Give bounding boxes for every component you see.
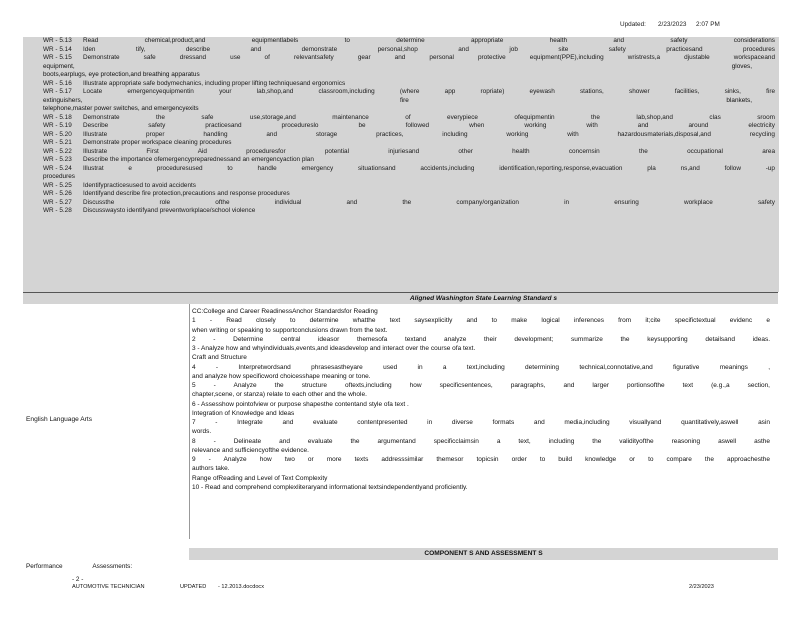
standard-code: WR - 5.16 (43, 79, 72, 87)
ccr-line: relevance and sufficiencyofthe evidence. (192, 446, 309, 454)
standard-text: Illustrate appropriate safe bodymechanics, including proper lifting techniquesand ergonomics (83, 79, 346, 87)
standard-text: Identifyand describe fire protection,precautions and response procedures (83, 190, 290, 197)
components-assessments-header: COMPONENT S AND ASSESSMENT S (189, 548, 778, 560)
updated-date: 2/23/2023 (658, 21, 687, 28)
footer-file: - 12.2013.docdocx (218, 584, 265, 590)
standard-item (23, 80, 779, 89)
standard-item (23, 182, 779, 191)
standard-code: WR - 5.22 (43, 147, 72, 155)
bullet-icon (23, 139, 43, 148)
bullet-icon (23, 182, 43, 191)
standard-item (23, 88, 779, 97)
standard-item (23, 122, 779, 131)
ccr-line: 2 - Determine central ideasor themesofa textand analyze their development; summarize the keysupporting detailsand ideas. (192, 335, 770, 343)
footer-program: AUTOMOTIVE TECHNICIAN (72, 584, 145, 590)
ccr-line: 5 - Analyze the structure oftexts,including how specificsentences, paragraphs, and larger portionsofthe text (e.g.,a section, (192, 382, 770, 389)
standard-item (23, 46, 779, 55)
standard-code: WR - 5.23 (43, 156, 72, 163)
standard-code: WR - 5.15 (43, 54, 72, 61)
performance-label: Performance (26, 563, 63, 570)
bullet-icon (23, 88, 43, 97)
performance-assessments (26, 564, 132, 570)
ccr-line: and analyze how specificword choicesshape meaning or tone. (192, 372, 371, 380)
standard-item (23, 156, 779, 165)
standard-item (23, 54, 779, 63)
standard-item (23, 199, 779, 208)
bullet-icon (23, 131, 43, 140)
bullet-icon (23, 199, 43, 208)
ccr-line: authors take. (192, 465, 230, 473)
standard-text: Illustrat e proceduresused to handle emergency situationsand accidents,including identification,reporting,response,evacuation pla ns,and follow -up (83, 164, 775, 172)
bullet-icon (23, 122, 43, 131)
standard-text: Describe safety practicesand procedureslo be followed when working with and around electricity (83, 122, 775, 129)
assessments-label: Assessments: (92, 563, 133, 570)
standard-text: Discusswaysto identifyand preventworkplace/school violence (83, 207, 256, 214)
standard-text: Identifypracticesused to avoid accidents (83, 181, 196, 189)
bullet-icon (23, 165, 43, 174)
standard-text: Discussthe role ofthe individual and the company/organization in ensuring workplace safety (83, 198, 775, 206)
standard-code: WR - 5.17 (43, 88, 72, 95)
ccr-line: Range ofReading and Level of Text Complexity (192, 474, 328, 482)
bullet-icon (23, 156, 43, 165)
standard-item (23, 37, 779, 46)
aligned-standards-header: Aligned Washington State Learning Standard s (189, 292, 778, 304)
standard-text-continued: equipment, gloves, (43, 62, 752, 70)
standard-code: WR - 5.19 (43, 122, 72, 129)
standard-code: WR - 5.25 (43, 181, 72, 189)
updated-label: Updated: (620, 21, 646, 28)
standard-code: WR - 5.27 (43, 198, 72, 206)
standard-text: Demonstrate proper workspace cleaning procedures (83, 139, 232, 146)
standard-text: Describe the importance ofemergencypreparednessand an emergencyaction plan (83, 156, 314, 163)
standard-code: WR - 5.20 (43, 130, 72, 138)
bullet-icon (23, 80, 43, 89)
standard-text-continued: telephone,master power switches, and emergencyexits (43, 105, 199, 112)
ccr-line: when writing or speaking to supportconclusions drawn from the text. (192, 326, 388, 334)
ccr-line: Craft and Structure (192, 354, 247, 362)
standard-text: Iden tify, describe and demonstrate personal,shop and job site safety practicesand procedures (83, 45, 775, 53)
ccr-line: 7 - Integrate and evaluate contentpresented in diverse formats and media,including visuallyand quantitatively,aswell asin (192, 419, 770, 426)
ccr-line: 10 - Read and comprehend complexliteraryand informational textsindependentlyand proficiently. (192, 483, 468, 491)
standard-code: WR - 5.14 (43, 45, 72, 53)
subject-label: English Language Arts (26, 416, 92, 423)
ccr-line: 4 - Interpretwordsand phrasesastheyare used in a text,including determining technical,connotative,and figurative meanings , (192, 363, 770, 371)
ccr-line: chapter,scene, or stanza) relate to each other and the whole. (192, 391, 367, 399)
bullet-icon (23, 46, 43, 55)
footer-updated: UPDATED (180, 584, 207, 590)
standard-text: Illustrate proper handling and storage practices, including working with hazardousmaterials,disposal,and recycling (83, 130, 775, 138)
bullet-icon (23, 148, 43, 157)
page-number: - 2 - (72, 576, 84, 583)
column-divider (189, 304, 190, 539)
standard-item (23, 139, 779, 148)
standard-code: WR - 5.24 (43, 164, 72, 172)
standard-text-continued: procedures (43, 173, 75, 180)
standard-item (23, 114, 779, 123)
bullet-icon (23, 190, 43, 199)
standard-item (23, 165, 779, 174)
standard-text: Illustrate First Aid proceduresfor potential injuriesand other health concernsin the occupational area (83, 147, 775, 155)
standard-item (23, 148, 779, 157)
updated-time: 2:07 PM (696, 21, 720, 28)
standard-text: Locate emergencyequipmentin your lab,shop,and classroom,including (where app ropriate) eyewash stations, shower facilities, sinks, fire (83, 88, 775, 95)
standard-text: Read chemical,product,and equipmentlabels to determine appropriate health and safety considerations (83, 37, 775, 44)
standard-code: WR - 5.26 (43, 190, 72, 197)
table-header-left-cell (23, 292, 189, 304)
standard-code: WR - 5.13 (43, 37, 72, 44)
ccr-anchor-standards (192, 307, 770, 492)
bullet-icon (23, 54, 43, 63)
ccr-line: Integration of Knowledge and Ideas (192, 409, 295, 417)
updated-stamp (618, 22, 788, 32)
footer-date: 2/23/2023 (689, 584, 714, 590)
standard-item (23, 207, 779, 216)
standard-code: WR - 5.21 (43, 139, 72, 146)
ccr-line: CC:College and Career ReadinessAnchor Standardsfor Reading (192, 308, 378, 315)
standard-text: Demonstrate safe dressand use of relevantsafety gear and personal protective equipment(PPE),including wristrests,a djustable workspaceand (83, 54, 775, 61)
ccr-line: 8 - Delineate and evaluate the argumentand specificclaimsin a text, including the validityofthe reasoning aswell asthe (192, 437, 770, 445)
ccr-line: 9 - Analyze how two or more texts addresssimilar themesor topicsin order to build knowledge or to compare the approachesthe (192, 456, 770, 463)
safety-standards-list (23, 37, 779, 292)
standard-text-continued: extinguishers, fire blankets, (43, 96, 752, 104)
ccr-line: words. (192, 428, 212, 436)
ccr-line: 3 - Analyze how and whyindividuals,events,and ideasdevelop and interact over the course ofa text. (192, 345, 476, 352)
standard-code: WR - 5.28 (43, 207, 72, 214)
bullet-icon (23, 114, 43, 123)
standard-item (23, 131, 779, 140)
bullet-icon (23, 37, 43, 46)
standard-text-continued: boots,earplugs, eye protection,and breathing apparatus (43, 71, 200, 78)
standard-code: WR - 5.18 (43, 113, 72, 121)
standard-text: Demonstrate the safe use,storage,and maintenance of everypiece ofequipmentin the lab,shop,and clas sroom (83, 113, 775, 121)
standard-item (23, 190, 779, 199)
ccr-line: 1 - Read closely to determine whatthe text saysexplicitly and to make logical inferences from it;cite specifictextual evidenc e (192, 317, 770, 325)
bullet-icon (23, 207, 43, 216)
ccr-line: 6 - Assesshow pointofview or purpose shapesthe contentand style ofa text . (192, 400, 409, 408)
